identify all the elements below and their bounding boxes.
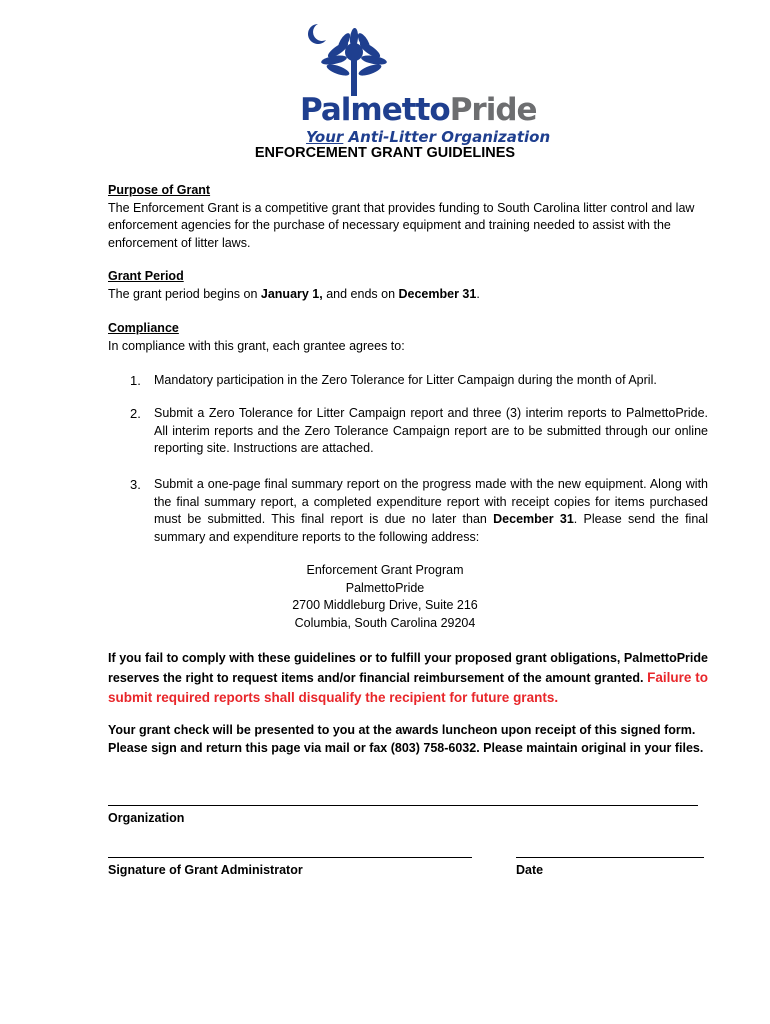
purpose-heading: Purpose of Grant [108, 183, 211, 197]
list-text: Submit a Zero Tolerance for Litter Campaign report and three (3) interim reports to PalmettoPride. All interim reports and the Zero Tolerance Campaign report are to be submitted through our online reporting site. Instructions are attached. [154, 406, 708, 455]
compliance-list-3 [108, 476, 708, 546]
address-line: Enforcement Grant Program [306, 563, 464, 577]
signature-line[interactable] [108, 857, 472, 858]
date-line[interactable] [516, 857, 704, 858]
list-text: Mandatory participation in the Zero Tolerance for Litter Campaign during the month of April. [154, 373, 657, 387]
address-line: Columbia, South Carolina 29204 [294, 615, 476, 630]
list-item [108, 405, 708, 458]
compliance-heading: Compliance [108, 321, 179, 335]
administrator-label: Signature of Grant Administrator [108, 863, 303, 877]
list-number: 3. [130, 477, 141, 492]
palmetto-tree-icon [300, 20, 515, 100]
grant-period-body: The grant period begins on January 1, and ends on December 31. [108, 286, 480, 301]
compliance-list-2 [108, 405, 708, 458]
logo-tagline: Your Anti-Litter Organization [306, 128, 551, 146]
logo-wordmark: PalmettoPride [300, 92, 537, 128]
compliance-list [108, 372, 708, 390]
list-item [108, 476, 708, 546]
compliance-section [108, 320, 708, 355]
organization-label: Organization [108, 811, 185, 825]
purpose-section [108, 182, 708, 252]
purpose-body: The Enforcement Grant is a competitive grant that provides funding to South Carolina litter control and law enforcement agencies for the purchase of necessary equipment and training needed to assist with the enforcement of litter laws. [108, 200, 695, 250]
address-line: 2700 Middleburg Drive, Suite 216 [292, 598, 478, 612]
mailing-address [0, 562, 770, 632]
page-title: ENFORCEMENT GRANT GUIDELINES [254, 145, 516, 161]
grant-period-section [108, 268, 708, 303]
compliance-warning: If you fail to comply with these guidelines or to fulfill your proposed grant obligations, PalmettoPride reserves the right to request items and/or financial reimbursement of the amount granted. Failure to submit required reports shall disqualify the recipient for future grants. [108, 651, 708, 705]
address-line: PalmettoPride [345, 580, 425, 595]
check-notice: Your grant check will be presented to you at the awards luncheon upon receipt of this signed form. Please sign and return this page via mail or fax (803) 758-6032. Please maintain original in your files. [108, 723, 704, 755]
disqualification-notice: Failure to submit required reports shall disqualify the recipient for future grants. [108, 670, 708, 705]
list-text: Submit a one-page final summary report on the progress made with the new equipment. Along with the final summary report, a completed expenditure report with receipt copies for items purchased must be submitted. This final report is due no later than December 31. Please send the final summary and expenditure reports to the following address: [154, 477, 709, 544]
palmetto-pride-logo [300, 20, 551, 146]
organization-line[interactable] [108, 805, 698, 806]
list-number: 1. [130, 373, 141, 388]
list-item [108, 372, 708, 390]
compliance-intro: In compliance with this grant, each grantee agrees to: [108, 338, 405, 353]
date-label: Date [516, 863, 544, 877]
grant-period-heading: Grant Period [108, 269, 184, 283]
list-number: 2. [130, 406, 141, 421]
